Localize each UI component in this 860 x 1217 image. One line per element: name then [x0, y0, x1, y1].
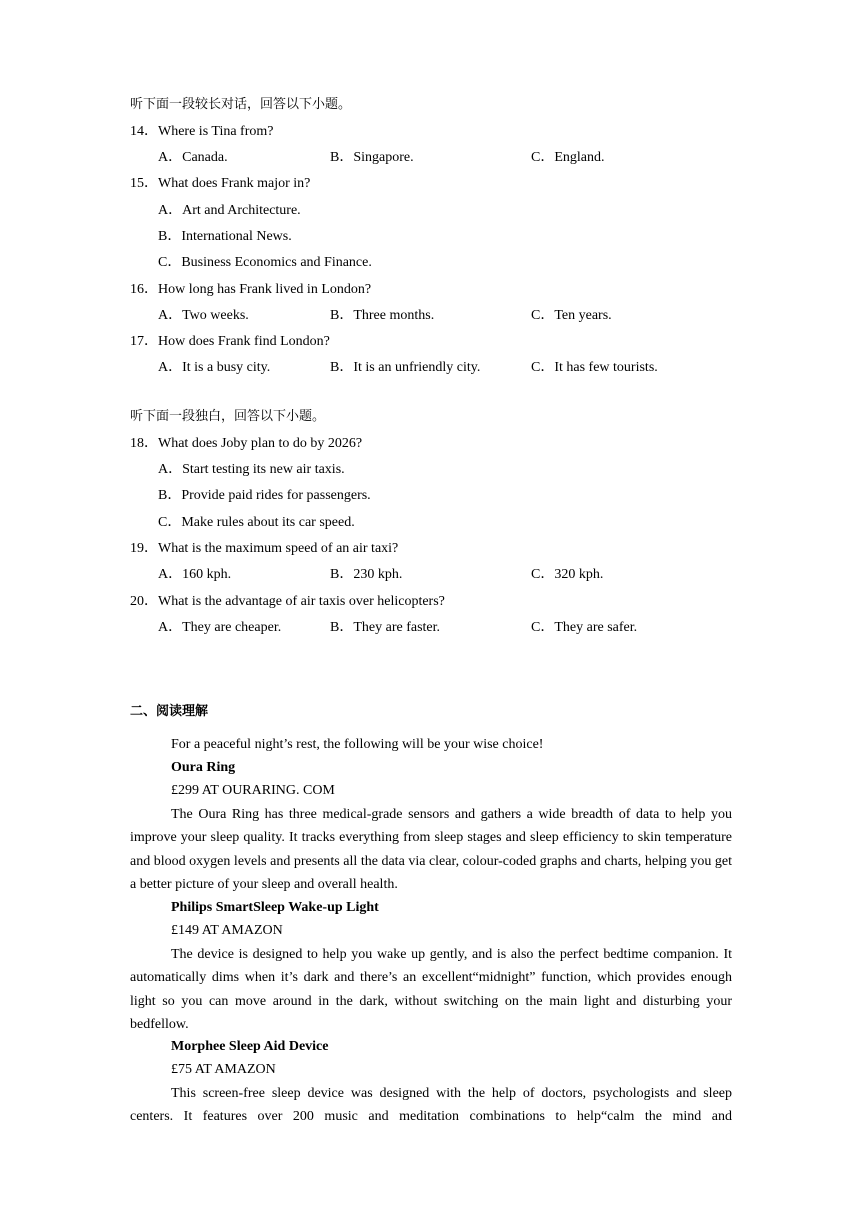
question-18-option-a: A．Start testing its new air taxis.	[158, 462, 345, 477]
question-17-option-a: A．It is a busy city.	[158, 360, 271, 375]
question-14-option-b: B．Singapore.	[330, 150, 414, 165]
product-2-name: Philips SmartSleep Wake-up Light	[171, 900, 379, 915]
question-14-option-c: C．England.	[531, 150, 605, 165]
listening-intro-monologue: 听下面一段独白，回答以下小题。	[130, 409, 326, 424]
question-19-option-a: A．160 kph.	[158, 567, 232, 582]
question-18-option-c: C．Make rules about its car speed.	[158, 515, 355, 530]
question-16-option-b: B．Three months.	[330, 308, 435, 323]
reading-section-title: 二、阅读理解	[130, 704, 209, 719]
question-15: 15．What does Frank major in?	[130, 176, 311, 191]
question-15-option-c: C．Business Economics and Finance.	[158, 255, 372, 270]
product-3-description: This screen-free sleep device was designed with the help of doctors, psychologists and sleep centers. It features over 200 music and meditation combinations to help“calm the mind and	[130, 1086, 732, 1125]
product-3-price: £75 AT AMAZON	[171, 1062, 276, 1077]
reading-lead: For a peaceful night’s rest, the following will be your wise choice!	[171, 737, 544, 752]
product-3-name: Morphee Sleep Aid Device	[171, 1039, 329, 1054]
product-1-description: The Oura Ring has three medical-grade sensors and gathers a wide breadth of data to help you improve your sleep quality. It tracks everything from sleep stages and sleep efficiency to skin temperature and blood oxygen levels and presents all the data via clear, colour-coded graphs and charts, helping you get a better picture of your sleep and overall health.	[130, 807, 732, 892]
question-20-option-a: A．They are cheaper.	[158, 620, 282, 635]
question-17-option-c: C．It has few tourists.	[531, 360, 658, 375]
product-1-price: £299 AT OURARING. COM	[171, 783, 335, 798]
question-17-option-b: B．It is an unfriendly city.	[330, 360, 481, 375]
question-19: 19．What is the maximum speed of an air taxi?	[130, 541, 399, 556]
question-16: 16．How long has Frank lived in London?	[130, 282, 372, 297]
product-1-name: Oura Ring	[171, 760, 236, 775]
question-18-option-b: B．Provide paid rides for passengers.	[158, 488, 371, 503]
listening-intro-dialogue: 听下面一段较长对话，回答以下小题。	[130, 97, 352, 112]
question-14-option-a: A．Canada.	[158, 150, 228, 165]
question-16-option-c: C．Ten years.	[531, 308, 612, 323]
question-15-option-b: B．International News.	[158, 229, 292, 244]
question-17: 17．How does Frank find London?	[130, 334, 330, 349]
question-20-option-b: B．They are faster.	[330, 620, 441, 635]
question-18: 18．What does Joby plan to do by 2026?	[130, 436, 363, 451]
question-19-option-c: C．320 kph.	[531, 567, 604, 582]
question-19-option-b: B．230 kph.	[330, 567, 403, 582]
question-20: 20．What is the advantage of air taxis over helicopters?	[130, 594, 445, 609]
question-14: 14．Where is Tina from?	[130, 124, 274, 139]
question-20-option-c: C．They are safer.	[531, 620, 638, 635]
product-2-description: The device is designed to help you wake up gently, and is also the perfect bedtime companion. It automatically dims when it’s dark and there’s an excellent“midnight” function, which provides enough light so you can move around in the dark, without switching on the main light and disturbing your bedfellow.	[130, 947, 732, 1032]
question-15-option-a: A．Art and Architecture.	[158, 203, 301, 218]
question-16-option-a: A．Two weeks.	[158, 308, 249, 323]
product-2-price: £149 AT AMAZON	[171, 923, 283, 938]
